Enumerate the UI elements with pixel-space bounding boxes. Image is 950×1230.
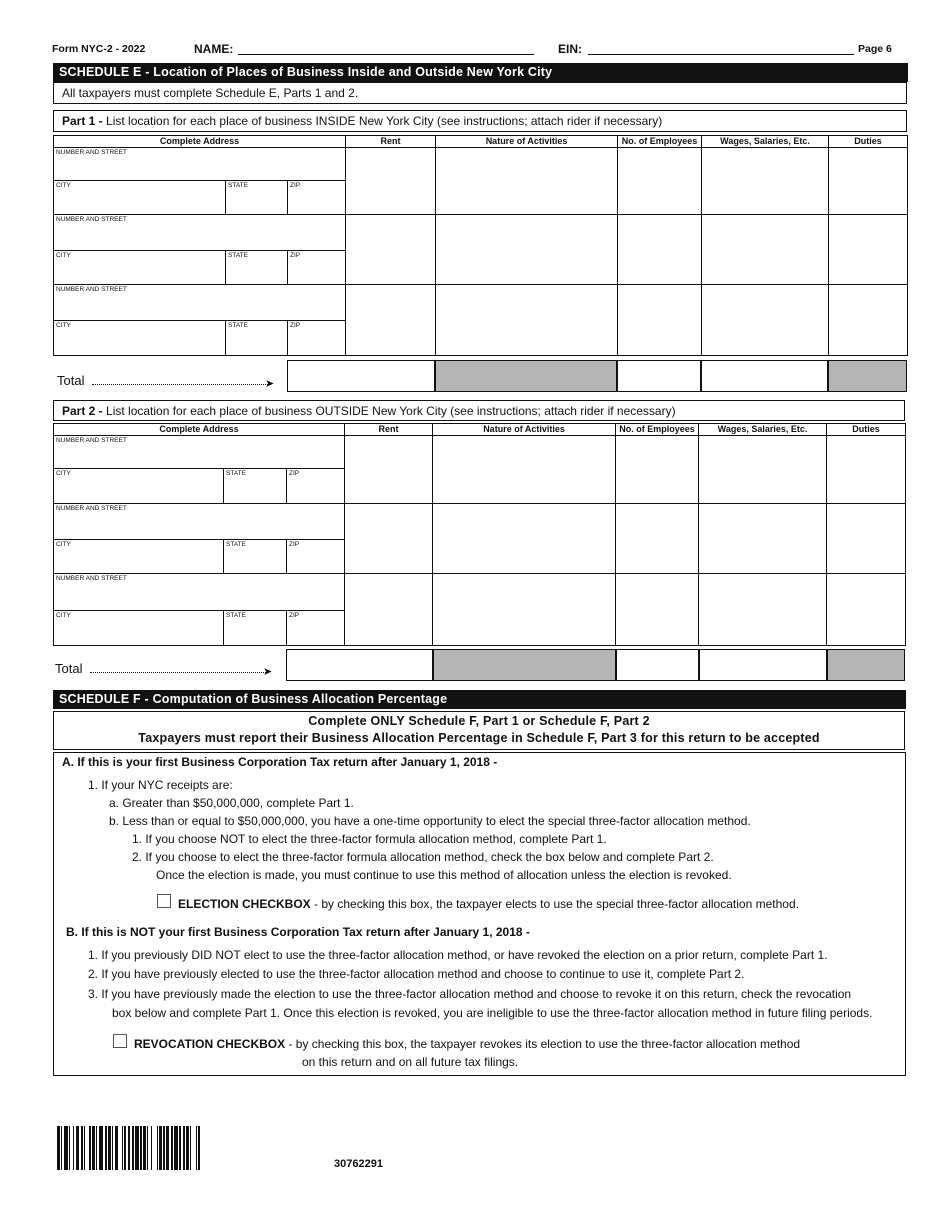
activities-field[interactable] [433,504,616,574]
schedule-f-line1: Complete ONLY Schedule F, Part 1 or Schedule F, Part 2 [308,714,650,728]
rent-field[interactable] [346,148,436,215]
b3-text: 3. If you have previously made the election to use the three-factor allocation method and choose to revoke it on this return, check the revocation [88,987,852,1001]
ein-label: EIN: [558,42,582,56]
a1b2-cont-text: Once the election is made, you must continue to use this method of allocation unless the election is revoked. [156,868,732,882]
wages-field[interactable] [702,148,829,215]
wages-field[interactable] [702,215,829,285]
a1a-text: a. Greater than $50,000,000, complete Part 1. [109,796,354,810]
wages-field[interactable] [699,436,827,504]
arrow-right-icon: ➤ [265,378,275,390]
rent-field[interactable] [346,215,436,285]
part2-label: Part 2 - [62,404,103,418]
state-field[interactable]: STATE [224,469,287,504]
name-field[interactable] [238,54,534,55]
duties-field[interactable] [829,285,908,356]
part1-total-rent[interactable] [287,360,435,392]
part1-total-label: Total [57,373,85,388]
employees-field[interactable] [618,285,702,356]
table-row [54,285,908,321]
form-number: 30762291 [334,1158,383,1170]
zip-field[interactable]: ZIP [287,469,345,504]
employees-field[interactable] [618,148,702,215]
col-wages: Wages, Salaries, Etc. [699,424,827,436]
table-row [54,436,906,469]
street-field[interactable]: NUMBER AND STREET [54,148,346,181]
col-no-of-employees: No. of Employees [616,424,699,436]
col-no-of-employees: No. of Employees [618,136,702,148]
election-checkbox[interactable] [157,894,171,908]
part2-heading [53,400,905,421]
barcode-image [57,1126,252,1170]
employees-field[interactable] [616,504,699,574]
city-field[interactable]: CITY [54,611,224,646]
street-field[interactable]: NUMBER AND STREET [54,285,346,321]
col-nature-of-activities: Nature of Activities [436,136,618,148]
street-field[interactable]: NUMBER AND STREET [54,436,345,469]
page-number: Page 6 [858,43,892,55]
ein-field[interactable] [588,54,854,55]
b3-cont-text: box below and complete Part 1. Once this election is revoked, you are ineligible to use the three-factor allocation method in future filing periods. [112,1006,873,1020]
duties-field[interactable] [827,436,906,504]
table-row [54,504,906,540]
street-field[interactable]: NUMBER AND STREET [54,504,345,540]
part2-total-shaded [433,649,616,681]
duties-field[interactable] [827,504,906,574]
schedule-f-instructions [53,711,905,750]
part1-table [53,135,908,356]
part2-total-duties-shaded [827,649,905,681]
wages-field[interactable] [699,574,827,646]
col-wages: Wages, Salaries, Etc. [702,136,829,148]
part1-text: List location for each place of business INSIDE New York City (see instructions; attach rider if necessary) [102,114,663,128]
state-field[interactable]: STATE [226,251,288,285]
rent-field[interactable] [346,285,436,356]
part1-total-shaded [435,360,617,392]
col-nature-of-activities: Nature of Activities [433,424,616,436]
part2-table [53,423,906,646]
state-field[interactable]: STATE [226,181,288,215]
activities-field[interactable] [436,148,618,215]
col-duties: Duties [829,136,908,148]
b1-text: 1. If you previously DID NOT elect to use the three-factor allocation method, or have revoked the election on a prior return, complete Part 1. [88,948,828,962]
rent-field[interactable] [345,436,433,504]
activities-field[interactable] [436,215,618,285]
revocation-checkbox[interactable] [113,1034,127,1048]
col-complete-address: Complete Address [54,424,345,436]
part2-total-rent[interactable] [286,649,433,681]
part2-total-label: Total [55,661,83,676]
state-field[interactable]: STATE [224,540,287,574]
duties-field[interactable] [827,574,906,646]
part2-total-wages[interactable] [699,649,827,681]
revocation-text [134,1037,800,1051]
zip-field[interactable]: ZIP [287,611,345,646]
revocation-description: - by checking this box, the taxpayer revokes its election to use the three-factor allocation method [285,1037,801,1051]
activities-field[interactable] [436,285,618,356]
city-field[interactable]: CITY [54,540,224,574]
a1-text: 1. If your NYC receipts are: [88,778,233,792]
activities-field[interactable] [433,436,616,504]
duties-field[interactable] [829,215,908,285]
schedule-f-line2: Taxpayers must report their Business Allocation Percentage in Schedule F, Part 3 for this return to be accepted [138,731,820,745]
revocation-cont-text: on this return and on all future tax filings. [302,1055,519,1069]
col-rent: Rent [346,136,436,148]
zip-field[interactable]: ZIP [288,251,346,285]
state-field[interactable]: STATE [224,611,287,646]
zip-field[interactable]: ZIP [287,540,345,574]
election-text [178,897,799,911]
rent-field[interactable] [345,504,433,574]
election-description: - by checking this box, the taxpayer elects to use the special three-factor allocation method. [310,897,799,911]
rent-field[interactable] [345,574,433,646]
schedule-f-title: SCHEDULE F - Computation of Business Allocation Percentage [53,690,906,709]
part1-total-employees[interactable] [617,360,701,392]
schedule-e-note: All taxpayers must complete Schedule E, Parts 1 and 2. [53,82,907,104]
zip-field[interactable]: ZIP [288,321,346,356]
employees-field[interactable] [616,436,699,504]
city-field[interactable]: CITY [54,469,224,504]
leader-dots [90,672,268,673]
col-rent: Rent [345,424,433,436]
part1-label: Part 1 - [62,114,103,128]
schedule-e-title: SCHEDULE E - Location of Places of Business Inside and Outside New York City [53,63,908,82]
section-a-heading: A. If this is your first Business Corporation Tax return after January 1, 2018 - [62,755,498,769]
table-row [54,148,908,181]
revocation-label: REVOCATION CHECKBOX [134,1037,286,1051]
election-label: ELECTION CHECKBOX [178,897,311,911]
form-id: Form NYC-2 - 2022 [52,43,146,55]
street-field[interactable]: NUMBER AND STREET [54,215,346,251]
employees-field[interactable] [618,215,702,285]
arrow-right-icon: ➤ [263,666,273,678]
col-duties: Duties [827,424,906,436]
duties-field[interactable] [829,148,908,215]
col-complete-address: Complete Address [54,136,346,148]
part1-total-duties-shaded [828,360,907,392]
zip-field[interactable]: ZIP [288,181,346,215]
employees-field[interactable] [616,574,699,646]
part2-total-employees[interactable] [616,649,699,681]
part2-text: List location for each place of business OUTSIDE New York City (see instructions; attach rider if necessary) [102,404,676,418]
part1-heading [53,110,907,132]
leader-dots [92,384,270,385]
b2-text: 2. If you have previously elected to use the three-factor allocation method and choose to continue to use it, complete Part 2. [88,967,745,981]
street-field[interactable]: NUMBER AND STREET [54,574,345,611]
city-field[interactable]: CITY [54,321,226,356]
table-row [54,574,906,611]
barcode-bar [200,1126,203,1170]
part1-total-wages[interactable] [701,360,828,392]
city-field[interactable]: CITY [54,251,226,285]
activities-field[interactable] [433,574,616,646]
city-field[interactable]: CITY [54,181,226,215]
section-b-heading: B. If this is NOT your first Business Corporation Tax return after January 1, 2018 - [66,925,530,939]
name-label: NAME: [194,42,234,56]
wages-field[interactable] [699,504,827,574]
wages-field[interactable] [702,285,829,356]
a1b-text: b. Less than or equal to $50,000,000, you have a one-time opportunity to elect the special three-factor allocation method. [109,814,751,828]
table-row [54,215,908,251]
a1b1-text: 1. If you choose NOT to elect the three-factor formula allocation method, complete Part 1. [132,832,607,846]
state-field[interactable]: STATE [226,321,288,356]
a1b2-text: 2. If you choose to elect the three-factor formula allocation method, check the box below and complete Part 2. [132,850,714,864]
